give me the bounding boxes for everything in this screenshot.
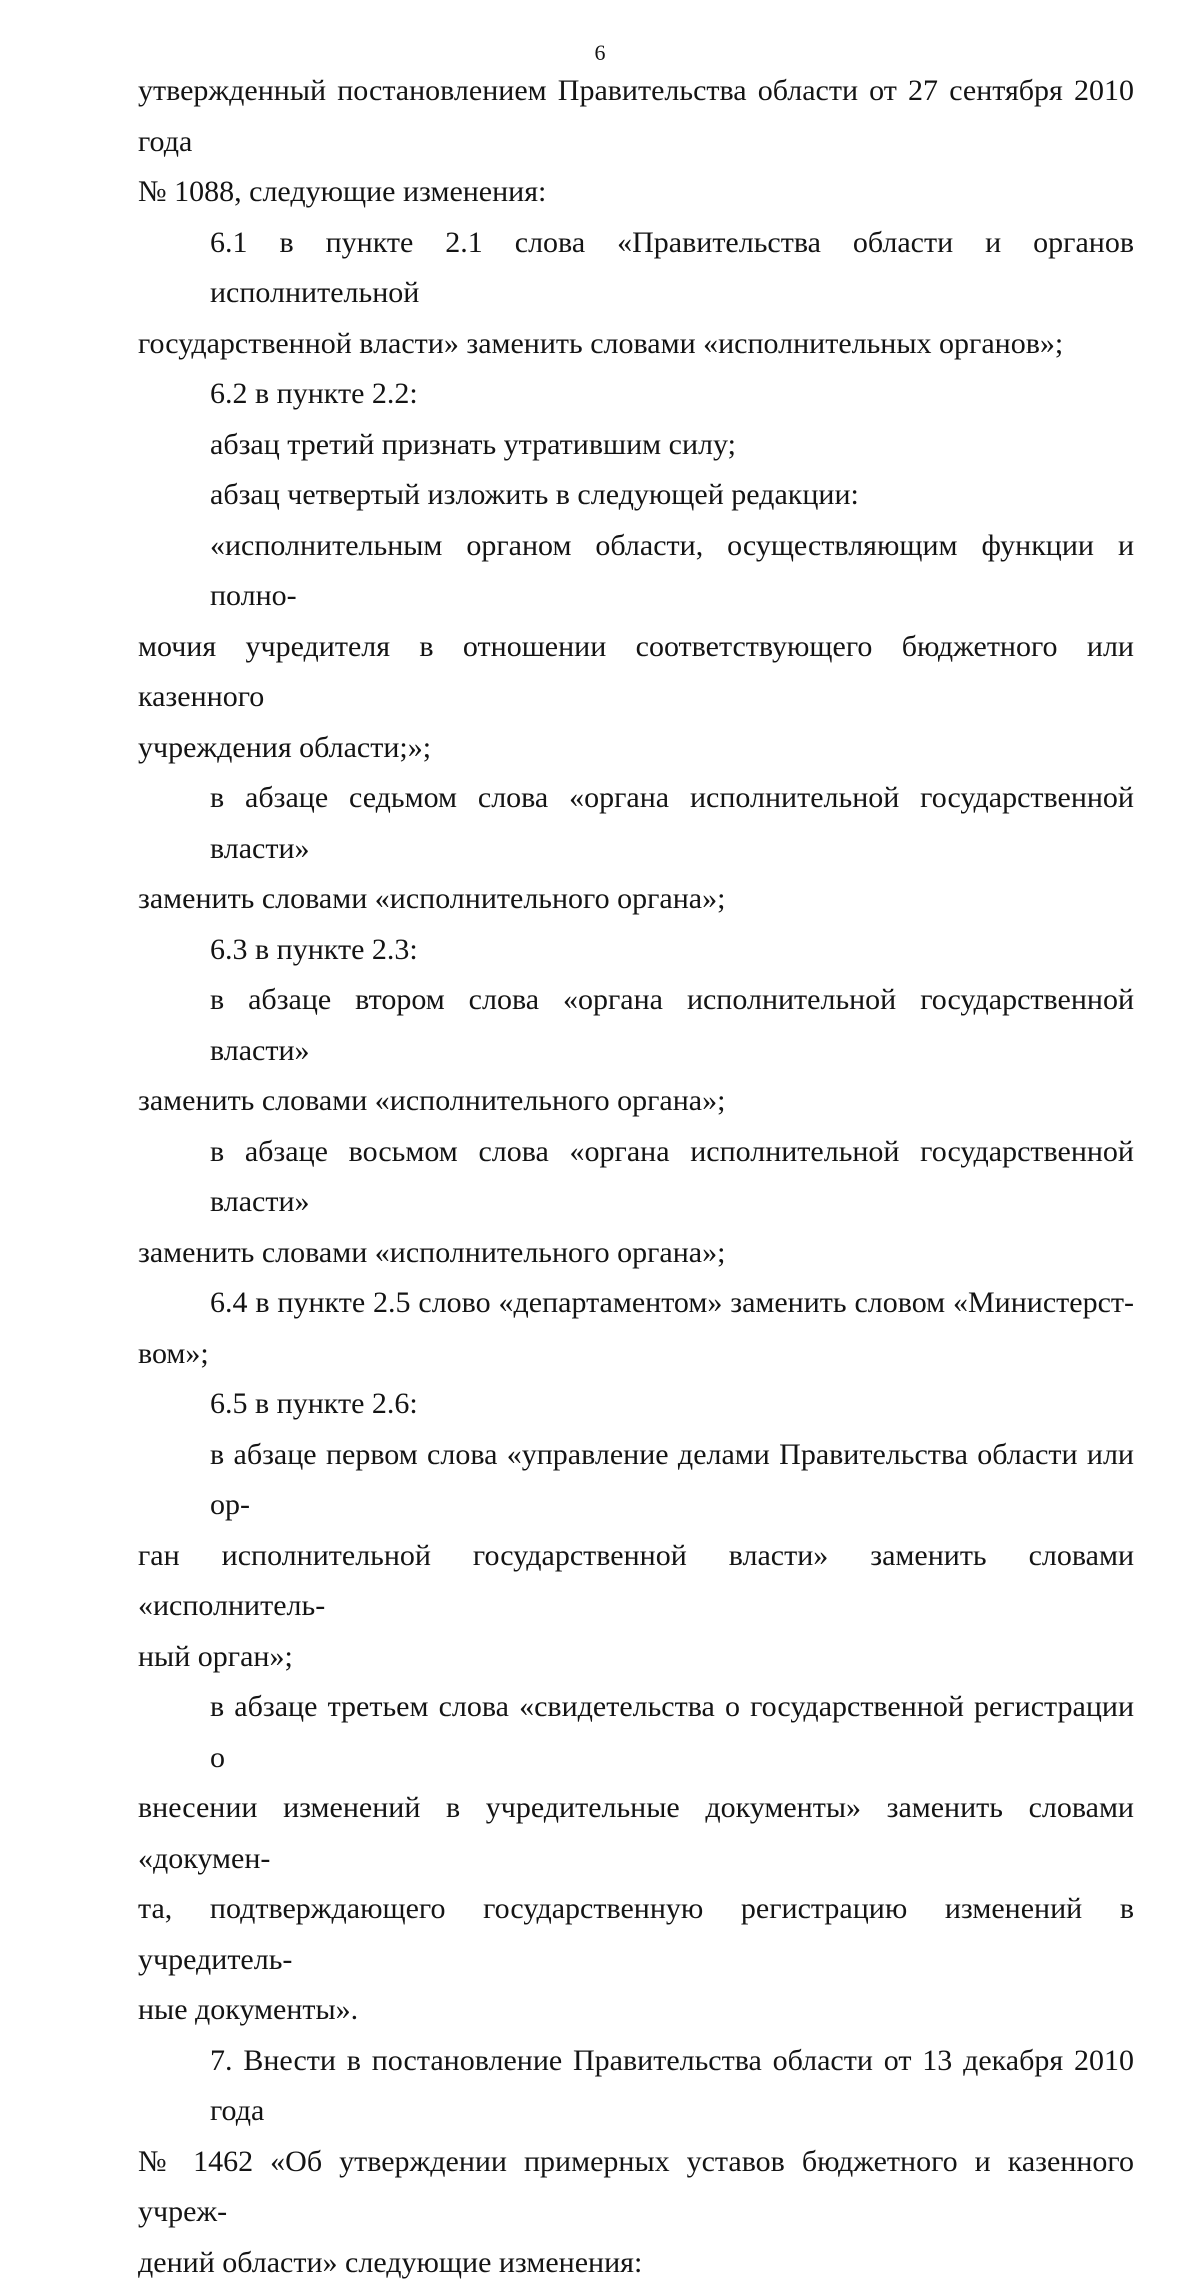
text-line: 7. Внести в постановление Правительства области от 13 декабря 2010 года (138, 2036, 1134, 2137)
paragraph (138, 66, 1134, 218)
text-line: № 1462 «Об утверждении примерных уставов бюджетного и казенного учреж- (138, 2137, 1134, 2238)
paragraph (138, 975, 1134, 1127)
paragraph (138, 420, 1134, 471)
paragraph (138, 925, 1134, 976)
text-line: заменить словами «исполнительного органа»; (138, 874, 1134, 925)
text-line: № 1088, следующие изменения: (138, 167, 1134, 218)
text-line: дений области» следующие изменения: (138, 2238, 1134, 2288)
text-line: заменить словами «исполнительного органа»; (138, 1076, 1134, 1127)
text-line: в абзаце седьмом слова «органа исполнительной государственной власти» (138, 773, 1134, 874)
paragraph (138, 773, 1134, 925)
document-body (138, 66, 1134, 2288)
text-line: ные документы». (138, 1985, 1134, 2036)
text-line: та, подтверждающего государственную регистрацию изменений в учредитель- (138, 1884, 1134, 1985)
paragraph (138, 521, 1134, 774)
text-line: в абзаце третьем слова «свидетельства о государственной регистрации о (138, 1682, 1134, 1783)
text-line: заменить словами «исполнительного органа»; (138, 1228, 1134, 1279)
paragraph (138, 1682, 1134, 2036)
text-line: 6.5 в пункте 2.6: (138, 1379, 1134, 1430)
paragraph (138, 1127, 1134, 1279)
text-line: 6.3 в пункте 2.3: (138, 925, 1134, 976)
text-line: «исполнительным органом области, осуществляющим функции и полно- (138, 521, 1134, 622)
text-line: утвержденный постановлением Правительства области от 27 сентября 2010 года (138, 66, 1134, 167)
text-line: 6.2 в пункте 2.2: (138, 369, 1134, 420)
text-line: абзац четвертый изложить в следующей редакции: (138, 470, 1134, 521)
paragraph (138, 2036, 1134, 2288)
text-line: 6.1 в пункте 2.1 слова «Правительства области и органов исполнительной (138, 218, 1134, 319)
paragraph (138, 470, 1134, 521)
page-number: 6 (0, 40, 1200, 66)
paragraph (138, 1430, 1134, 1683)
paragraph (138, 1278, 1134, 1379)
text-line: в абзаце восьмом слова «органа исполнительной государственной власти» (138, 1127, 1134, 1228)
text-line: ный орган»; (138, 1632, 1134, 1683)
text-line: мочия учредителя в отношении соответствующего бюджетного или казенного (138, 622, 1134, 723)
paragraph (138, 1379, 1134, 1430)
text-line: абзац третий признать утратившим силу; (138, 420, 1134, 471)
text-line: вом»; (138, 1329, 1134, 1380)
text-line: 6.4 в пункте 2.5 слово «департаментом» заменить словом «Министерст- (138, 1278, 1134, 1329)
paragraph (138, 218, 1134, 370)
text-line: в абзаце первом слова «управление делами Правительства области или ор- (138, 1430, 1134, 1531)
text-line: внесении изменений в учредительные документы» заменить словами «докумен- (138, 1783, 1134, 1884)
text-line: государственной власти» заменить словами «исполнительных органов»; (138, 319, 1134, 370)
text-line: учреждения области;»; (138, 723, 1134, 774)
text-line: ган исполнительной государственной власти» заменить словами «исполнитель- (138, 1531, 1134, 1632)
text-line: в абзаце втором слова «органа исполнительной государственной власти» (138, 975, 1134, 1076)
paragraph (138, 369, 1134, 420)
